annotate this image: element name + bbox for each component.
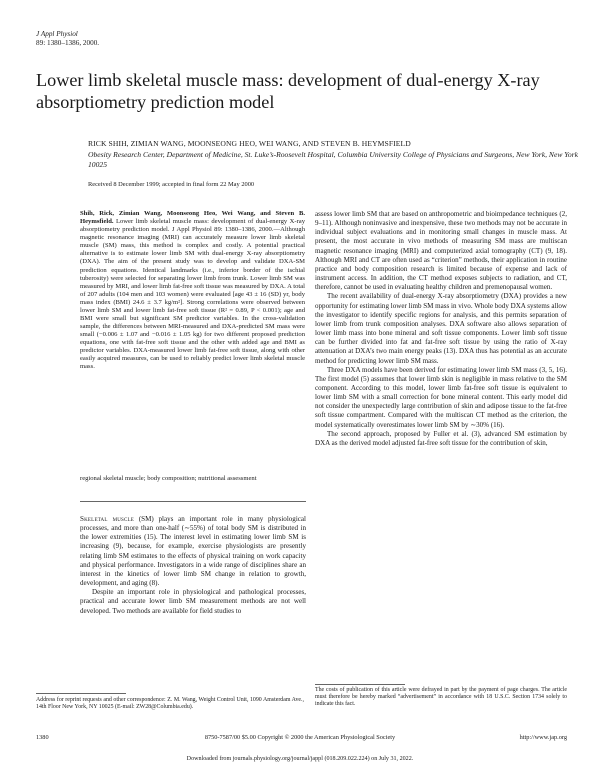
body-paragraph: The recent availability of dual-energy X-ray absorptiometry (DXA) provides a new opportunity for estimating lower limb SM mass in vivo. Whole body DXA systems allow the investigator to identify specific regions for analysis, and this permits separation of lower limb from trunk composition analyses. DXA software also allows separation of lower limb mass into bone mineral and soft tissue components. Lower limb soft tissue can be further divided into fat and fat-free soft tissue by using the ratio of X-ray attenuation at DXA’s two main energy peaks (13). DXA thus has potential as an accurate method for predicting lower limb SM mass.: [315, 292, 567, 365]
journal-citation: 89: 1380–1386, 2000.: [36, 38, 100, 47]
journal-url-link[interactable]: http://www.jap.org: [519, 734, 567, 741]
abstract-authors: Shih, Rick, Zimian Wang, Moonseong Heo, Wei Wang, and Steven B. Heymsfield.: [80, 210, 305, 226]
affiliation: Obesity Research Center, Department of Medicine, St. Luke’s-Roosevelt Hospital, Columbia University College of Physicians and Surgeons, New York, New York 10025: [88, 150, 578, 169]
footnote-costs: The costs of publication of this article were defrayed in part by the payment of page charges. The article must therefore be hereby marked “advertisement” in accordance with 18 U.S.C. Section 1734 solely to indicate this fact.: [315, 687, 567, 708]
body-left-column: [80, 515, 306, 616]
article-title: Lower limb skeletal muscle mass: development of dual-energy X-ray absorptiometry prediction model: [36, 70, 540, 112]
body-paragraph: Skeletal muscle (SM) plays an important role in many physiological processes, and more than one-half (∼55%) of total body SM is distributed in the lower extremities (15). The interest level in estimating lower limb SM is increasing (9), because, for example, exercise physiologists are presently relating limb SM estimates to the effects of physical training on work capacity and physical performance. Investigators in a wide range of disciplines share an interest in the kinetics of lower limb SM change in relation to growth, development, and aging (8).: [80, 515, 306, 588]
download-notice: Downloaded from journals.physiology.org/journal/jappl (018.209.022.224) on July 31, 2022.: [186, 756, 414, 762]
abstract-divider: [80, 501, 306, 502]
footnote-address: Address for reprint requests and other correspondence: Z. M. Wang, Weight Control Unit, 1090 Amsterdam Ave., 14th Floor New York, NY 10025 (E-mail: ZW28@Columbia.edu).: [36, 697, 304, 711]
author-list: RICK SHIH, ZIMIAN WANG, MOONSEONG HEO, WEI WANG, AND STEVEN B. HEYMSFIELD: [88, 139, 411, 148]
lead-in-smallcaps: Skeletal muscle: [80, 515, 135, 523]
page-number: 1380: [36, 734, 49, 741]
journal-name: J Appl Physiol: [36, 30, 78, 38]
body-right-column: [315, 210, 567, 448]
abstract-text: Lower limb skeletal muscle mass: development of dual-energy X-ray absorptiometry prediction model. J Appl Physiol 89: 1380–1386, 2000.—Although magnetic resonance imaging (MRI) can accurately measure lower limb skeletal muscle (SM) mass, this method is complex and costly. A potential practical alternative is to estimate lower limb SM with dual-energy X-ray absorptiometry (DXA). The aim of the present study was to develop and validate DXA-SM prediction equations. Identical landmarks (i.e., inferior border of the ischial tuberosity) were selected for separating lower limb from trunk. Lower limb SM was measured by MRI, and lower limb fat-free soft tissue was measured by DXA. A total of 207 adults (104 men and 103 women) were evaluated [age 43 ± 16 (SD) yr, body mass index (BMI) 24.6 ± 3.7 kg/m²]. Strong correlations were observed between lower limb SM and lower limb fat-free soft tissue (R² = 0.89, P < 0.001); age and BMI were small but significant SM predictor variables. In the cross-validation sample, the differences between MRI-measured and DXA-predicted SM mass were small (−0.006 ± 1.07 and −0.016 ± 1.05 kg) for two different proposed prediction equations, one with fat-free soft tissue and the other with added age and BMI as predictor variables. DXA-measured lower limb fat-free soft tissue, along with other easily acquired measures, can be used to reliably predict lower limb skeletal muscle mass.: [80, 218, 305, 371]
body-paragraph: The second approach, proposed by Fuller et al. (3), advanced SM estimation by DXA as the derived model adjusted fat-free soft tissue for the contribution of skin,: [315, 429, 567, 447]
copyright-line: 8750-7587/00 $5.00 Copyright © 2000 the American Physiological Society: [204, 734, 396, 741]
footnote-divider-right: [315, 684, 405, 685]
body-paragraph: Despite an important role in physiological and pathological processes, practical and accurate lower limb SM measurement methods are not well developed. Two methods are available for field studies to: [80, 588, 306, 615]
abstract: [80, 210, 305, 372]
journal-header: [36, 30, 99, 47]
footnote-divider-left: [36, 693, 126, 694]
body-paragraph: Three DXA models have been derived for estimating lower limb SM mass (3, 5, 16). The first model (5) assumes that lower limb skin is negligible in mass relative to the SM component. According to this model, lower limb fat-free soft tissue is equivalent to lower limb SM with a small correction for bone mineral content. This early model did not consider the unexpectedly large contribution of skin and adipose tissue to the fat-free soft tissue compartment. Compared with the multiscan CT method as the criterion, the model systematically overestimates lower limb SM by ∼30% (16).: [315, 365, 567, 429]
received-dates: Received 8 December 1999; accepted in final form 22 May 2000: [88, 181, 255, 188]
keywords: regional skeletal muscle; body composition; nutritional assessment: [80, 475, 257, 482]
body-paragraph: assess lower limb SM that are based on anthropometric and bioimpedance techniques (2, 9–11). Although noninvasive and inexpensive, these two methods may not be accurate in individual subject evaluations and in monitoring small changes in muscle mass. At present, the most accurate in vivo methods of measuring SM mass are multiscan magnetic resonance imaging (MRI) and computerized axial tomography (CT) (9, 18). Although MRI and CT are often used as “criterion” methods, their application in routine practice and body composition research is limited because of expense and lack of instrument access. In addition, the CT method exposes subjects to radiation, and CT, therefore, cannot be used in evaluating healthy children and premenopausal women.: [315, 210, 567, 292]
